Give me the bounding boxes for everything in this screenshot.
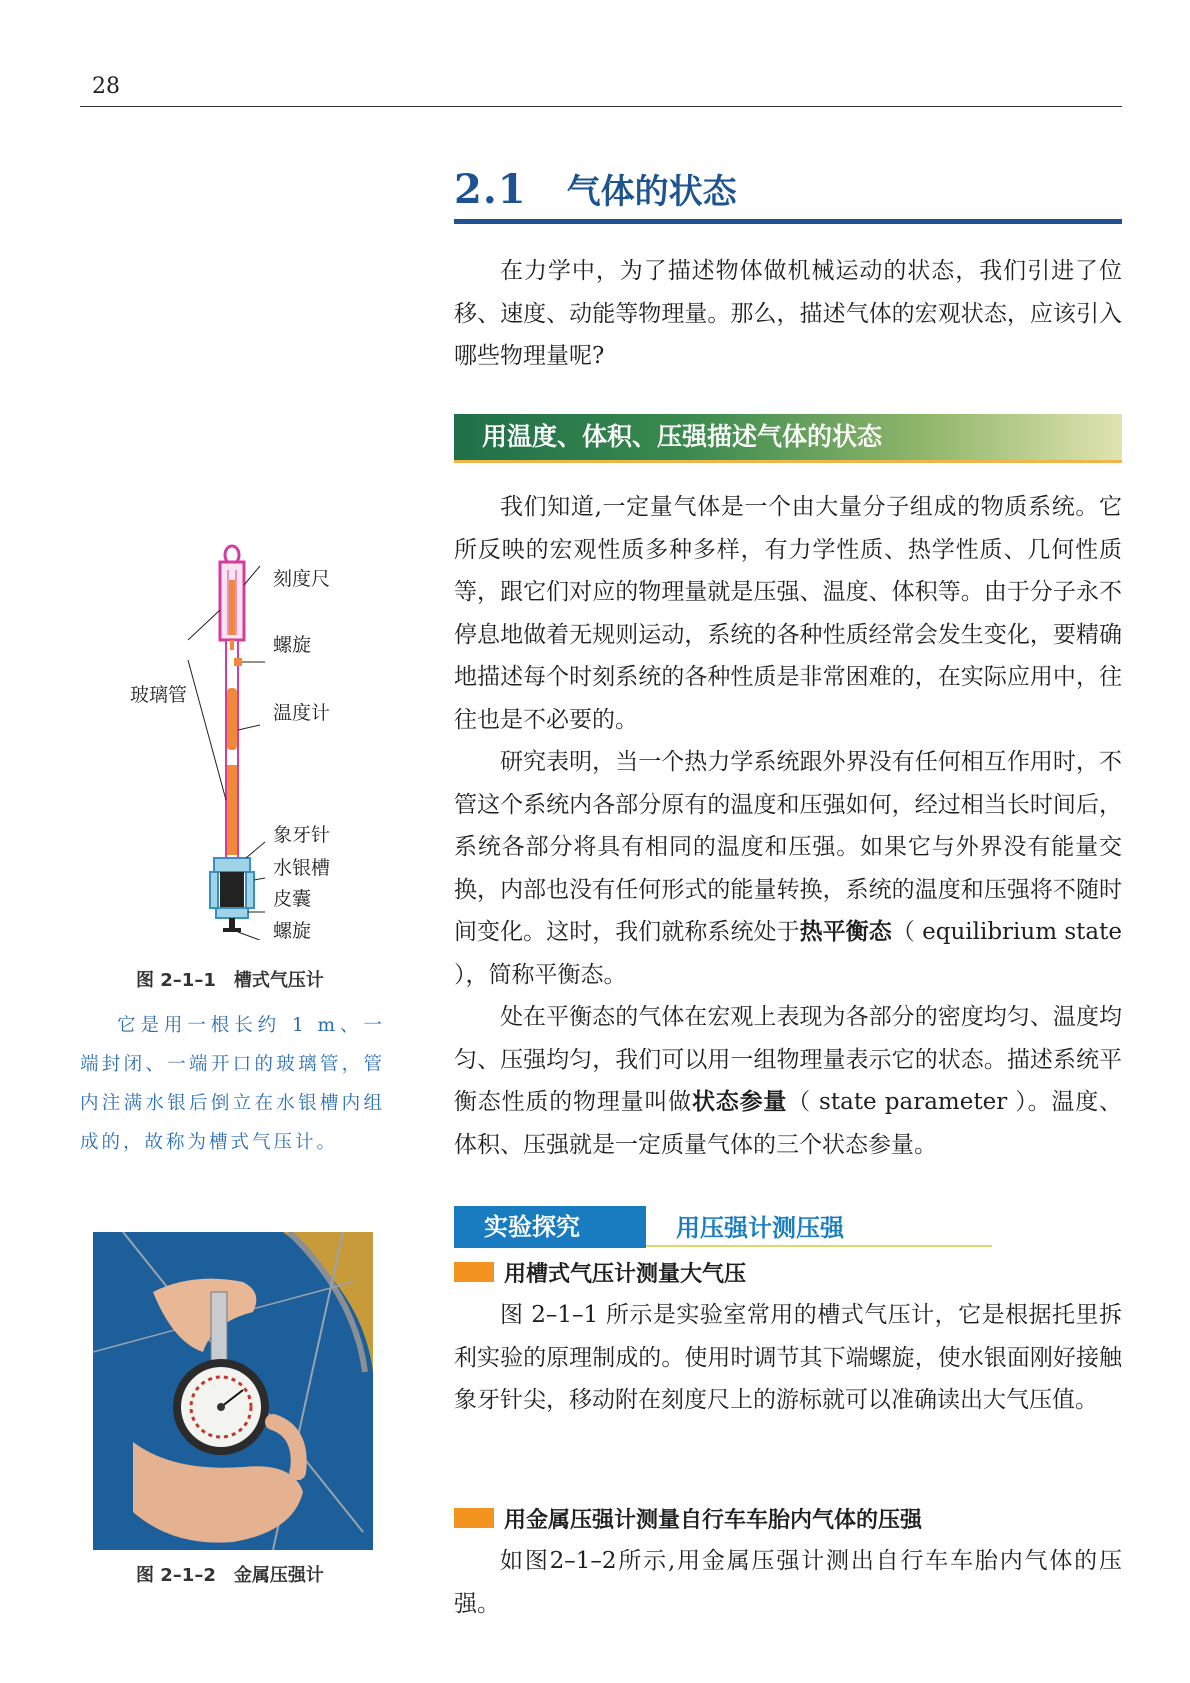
experiment-underline — [646, 1245, 992, 1247]
subsection-underline — [454, 460, 1122, 463]
label-mercury-tank: 水银槽 — [273, 857, 331, 879]
body-text — [454, 486, 1122, 1166]
body-paragraph-3: 处在平衡态的气体在宏观上表现为各部分的密度均匀、温度均匀、压强均匀，我们可以用一组物理量表示它的状态。描述系统平衡态性质的物理量叫做状态参量（ state parameter ）。温度、体积、压强就是一定质量气体的三个状态参量。 — [454, 1004, 1122, 1158]
label-screw-top: 螺旋 — [273, 634, 312, 656]
experiment-title: 用压强计测压强 — [676, 1214, 844, 1242]
intro-paragraph — [454, 250, 1122, 378]
label-screw-bottom: 螺旋 — [273, 920, 312, 942]
experiment-subheading-1: 用槽式气压计测量大气压 — [454, 1257, 746, 1287]
term-equilibrium: 热平衡态 — [799, 919, 892, 945]
body-paragraph-2: 研究表明，当一个热力学系统跟外界没有任何相互作用时，不管这个系统内各部分原有的温度和压强如何，经过相当长时间后，系统各部分将具有相同的温度和压强。如果它与外界没有能量交换，内部也没有任何形式的能量转换，系统的温度和压强将不随时间变化。这时，我们就称系统处于热平衡态（ equilibrium state ），简称平衡态。 — [454, 749, 1122, 988]
experiment-text-2: 如图2–1–2所示,用金属压强计测出自行车车胎内气体的压强。 — [454, 1548, 1122, 1617]
orange-marker — [454, 1262, 494, 1282]
page-number: 28 — [92, 74, 120, 99]
header-rule — [80, 106, 1122, 107]
label-leather-bag: 皮囊 — [273, 888, 312, 910]
label-ivory-needle: 象牙针 — [273, 824, 331, 846]
label-ruler: 刻度尺 — [273, 568, 331, 590]
section-title: 气体的状态 — [566, 172, 737, 212]
tire-gauge-photo — [93, 1232, 373, 1550]
term-state-parameter: 状态参量 — [691, 1089, 788, 1115]
label-thermometer: 温度计 — [273, 702, 331, 724]
experiment-text-1: 图 2–1–1 所示是实验室常用的槽式气压计，它是根据托里拆利实验的原理制成的。使用时调节其下端螺旋，使水银面刚好接触象牙针尖，移动附在刻度尺上的游标就可以准确读出大气压值。 — [454, 1302, 1122, 1413]
barometer-illustration — [120, 540, 380, 940]
section-rule — [454, 219, 1122, 224]
subsection-banner: 用温度、体积、压强描述气体的状态 — [454, 414, 1122, 460]
figure2-caption: 图 2–1–2 金属压强计 — [136, 1565, 324, 1586]
section-number: 2.1 — [454, 166, 527, 213]
orange-marker — [454, 1508, 494, 1528]
label-glass-tube: 玻璃管 — [130, 684, 188, 706]
experiment-tag: 实验探究 — [454, 1206, 646, 1248]
experiment-subheading-2: 用金属压强计测量自行车车胎内气体的压强 — [454, 1503, 922, 1533]
section-heading — [454, 164, 737, 224]
figure1-caption: 图 2–1–1 槽式气压计 — [136, 970, 324, 991]
intro-text: 在力学中，为了描述物体做机械运动的状态，我们引进了位移、速度、动能等物理量。那么，描述气体的宏观状态，应该引入哪些物理量呢? — [454, 258, 1122, 369]
figure1-note: 它是用一根长约 1 m、一端封闭、一端开口的玻璃管，管内注满水银后倒立在水银槽内组成的，故称为槽式气压计。 — [80, 1015, 385, 1153]
body-paragraph-1: 我们知道,一定量气体是一个由大量分子组成的物质系统。它所反映的宏观性质多种多样，有力学性质、热学性质、几何性质等，跟它们对应的物理量就是压强、温度、体积等。由于分子永不停息地做着无规则运动，系统的各种性质经常会发生变化，要精确地描述每个时刻系统的各种性质是非常困难的，在实际应用中，往往也是不必要的。 — [454, 494, 1122, 733]
